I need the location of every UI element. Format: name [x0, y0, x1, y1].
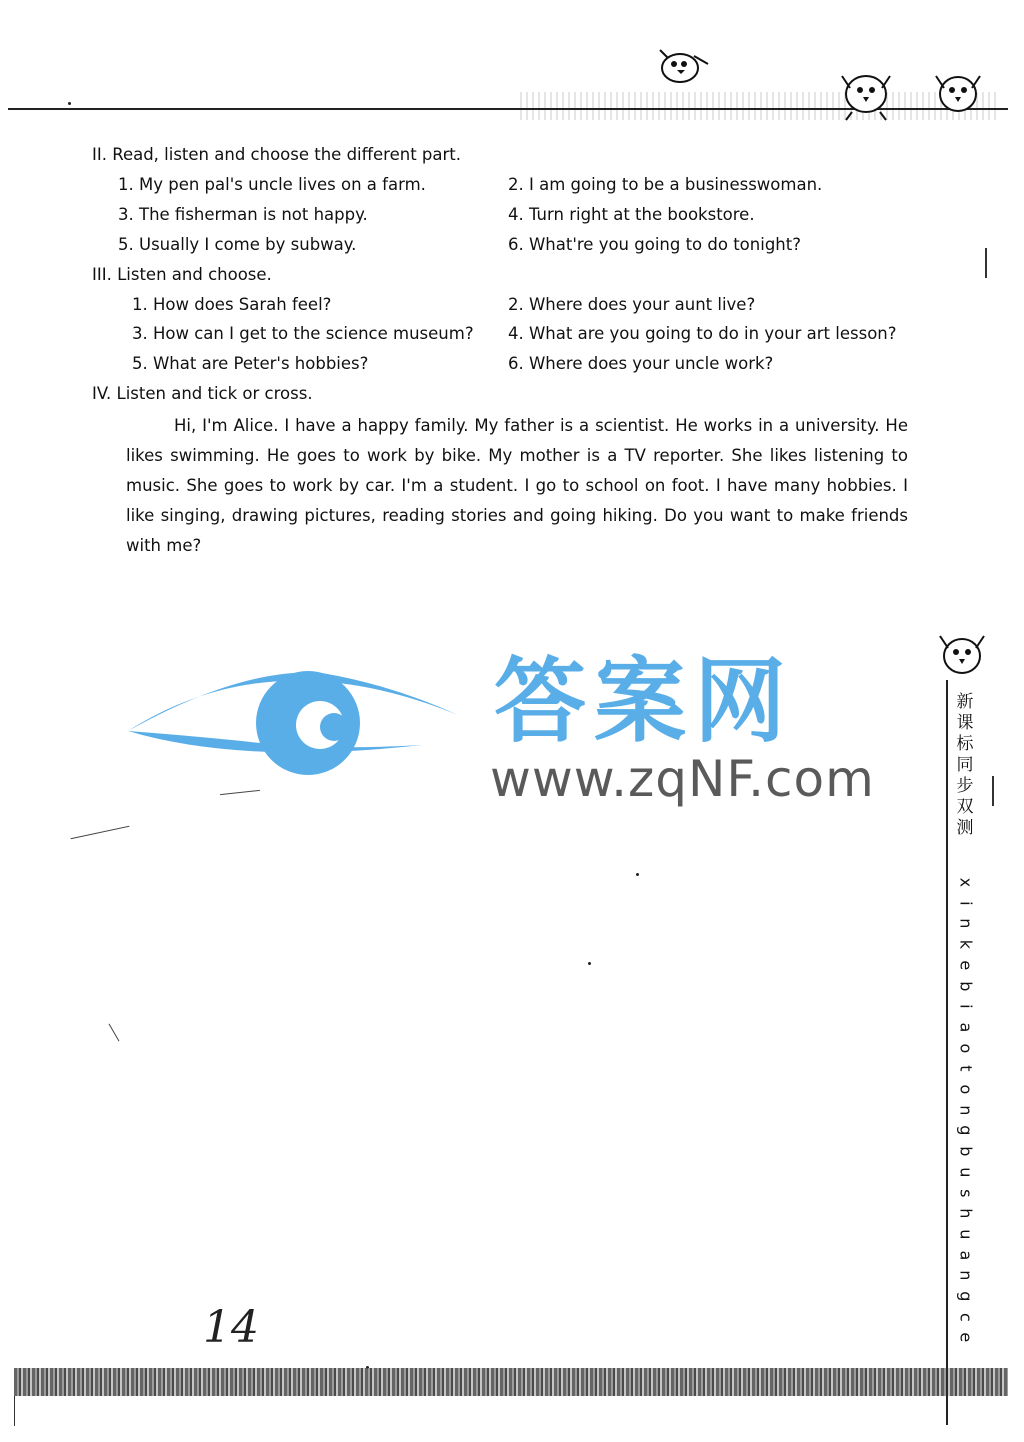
- watermark-url: www.zqNF.com: [490, 750, 875, 808]
- sidebar-pinyin-letter: x: [956, 877, 976, 888]
- s2-item-4: 4. Turn right at the bookstore.: [508, 205, 755, 224]
- bird-icon: [650, 40, 712, 88]
- sidebar-rule: [946, 680, 948, 1425]
- margin-mark: [992, 776, 994, 806]
- scan-mark: [109, 1024, 120, 1042]
- sidebar-pinyin-letter: u: [956, 1229, 976, 1240]
- sidebar-title: 新 课 标 同 步 双 测: [956, 692, 974, 838]
- sidebar-pinyin-letter: a: [956, 1022, 976, 1033]
- section-2-heading: II. Read, listen and choose the different part.: [92, 145, 461, 164]
- eye-logo-icon: [122, 645, 462, 775]
- sidebar-pinyin-letter: e: [956, 960, 976, 971]
- sidebar-pinyin-letter: c: [956, 1312, 976, 1322]
- sidebar-pinyin-stack: [955, 872, 975, 1348]
- sidebar-pinyin-letter: e: [956, 1332, 976, 1343]
- sidebar-pinyin-letter: i: [956, 900, 976, 906]
- s2-item-5: 5. Usually I come by subway.: [118, 235, 357, 254]
- footer-texture: [14, 1368, 1008, 1396]
- s3-item-5: 5. What are Peter's hobbies?: [132, 354, 369, 373]
- sidebar-pinyin-letter: a: [956, 1250, 976, 1260]
- sidebar-pinyin-letter: o: [956, 1084, 976, 1095]
- speck: [68, 102, 71, 105]
- section-4-heading: IV. Listen and tick or cross.: [92, 384, 313, 403]
- sidebar-pinyin-letter: n: [956, 1270, 976, 1281]
- s3-item-2: 2. Where does your aunt live?: [508, 295, 756, 314]
- sidebar-pinyin-letter: b: [956, 980, 976, 991]
- s2-item-6: 6. What're you going to do tonight?: [508, 235, 801, 254]
- section-3-heading: III. Listen and choose.: [92, 265, 272, 284]
- speck: [636, 873, 639, 876]
- sidebar-pinyin-letter: n: [956, 1105, 976, 1116]
- bird-icon: [936, 626, 988, 682]
- margin-mark: [14, 1396, 15, 1426]
- sidebar-pinyin-letter: i: [956, 1004, 976, 1009]
- s3-item-4: 4. What are you going to do in your art lesson?: [508, 324, 897, 343]
- margin-mark: [985, 248, 987, 278]
- sidebar-pinyin-letter: g: [956, 1125, 976, 1136]
- sidebar-pinyin-letter: b: [956, 1146, 976, 1157]
- s2-item-1: 1. My pen pal's uncle lives on a farm.: [118, 175, 426, 194]
- s3-item-1: 1. How does Sarah feel?: [132, 295, 332, 314]
- listening-passage: Hi, I'm Alice. I have a happy family. My father is a scientist. He works in a university. He likes swimming. He goes to work by bike. My mother is a TV reporter. She likes listening to music. She goes to work by car. I'm a student. I go to school on foot. I have many hobbies. I like singing, drawing pictures, reading stories and going hiking. Do you want to make friends with me?: [126, 416, 908, 555]
- sidebar-pinyin-letter: g: [956, 1291, 976, 1302]
- speck: [588, 962, 591, 965]
- sidebar-pinyin-letter: t: [956, 1065, 976, 1072]
- bird-icon: [836, 62, 896, 124]
- sidebar-pinyin-letter: k: [956, 939, 976, 950]
- bird-icon: [930, 64, 986, 120]
- scan-mark: [220, 790, 260, 795]
- header-texture: [520, 92, 1000, 120]
- s3-item-6: 6. Where does your uncle work?: [508, 354, 774, 373]
- sidebar-pinyin-letter: s: [956, 1188, 976, 1198]
- scan-mark: [71, 826, 130, 839]
- watermark-chinese: 答案网: [494, 647, 795, 755]
- sidebar-pinyin-letter: h: [956, 1208, 976, 1219]
- s2-item-2: 2. I am going to be a businesswoman.: [508, 175, 823, 194]
- sidebar-pinyin-letter: n: [956, 918, 976, 929]
- sidebar-pinyin-letter: u: [956, 1167, 976, 1178]
- sidebar-pinyin-letter: o: [956, 1043, 976, 1053]
- sidebar-pinyin: [955, 872, 975, 1348]
- page-number: 14: [203, 1302, 259, 1353]
- s3-item-3: 3. How can I get to the science museum?: [132, 324, 474, 343]
- s2-item-3: 3. The fisherman is not happy.: [118, 205, 368, 224]
